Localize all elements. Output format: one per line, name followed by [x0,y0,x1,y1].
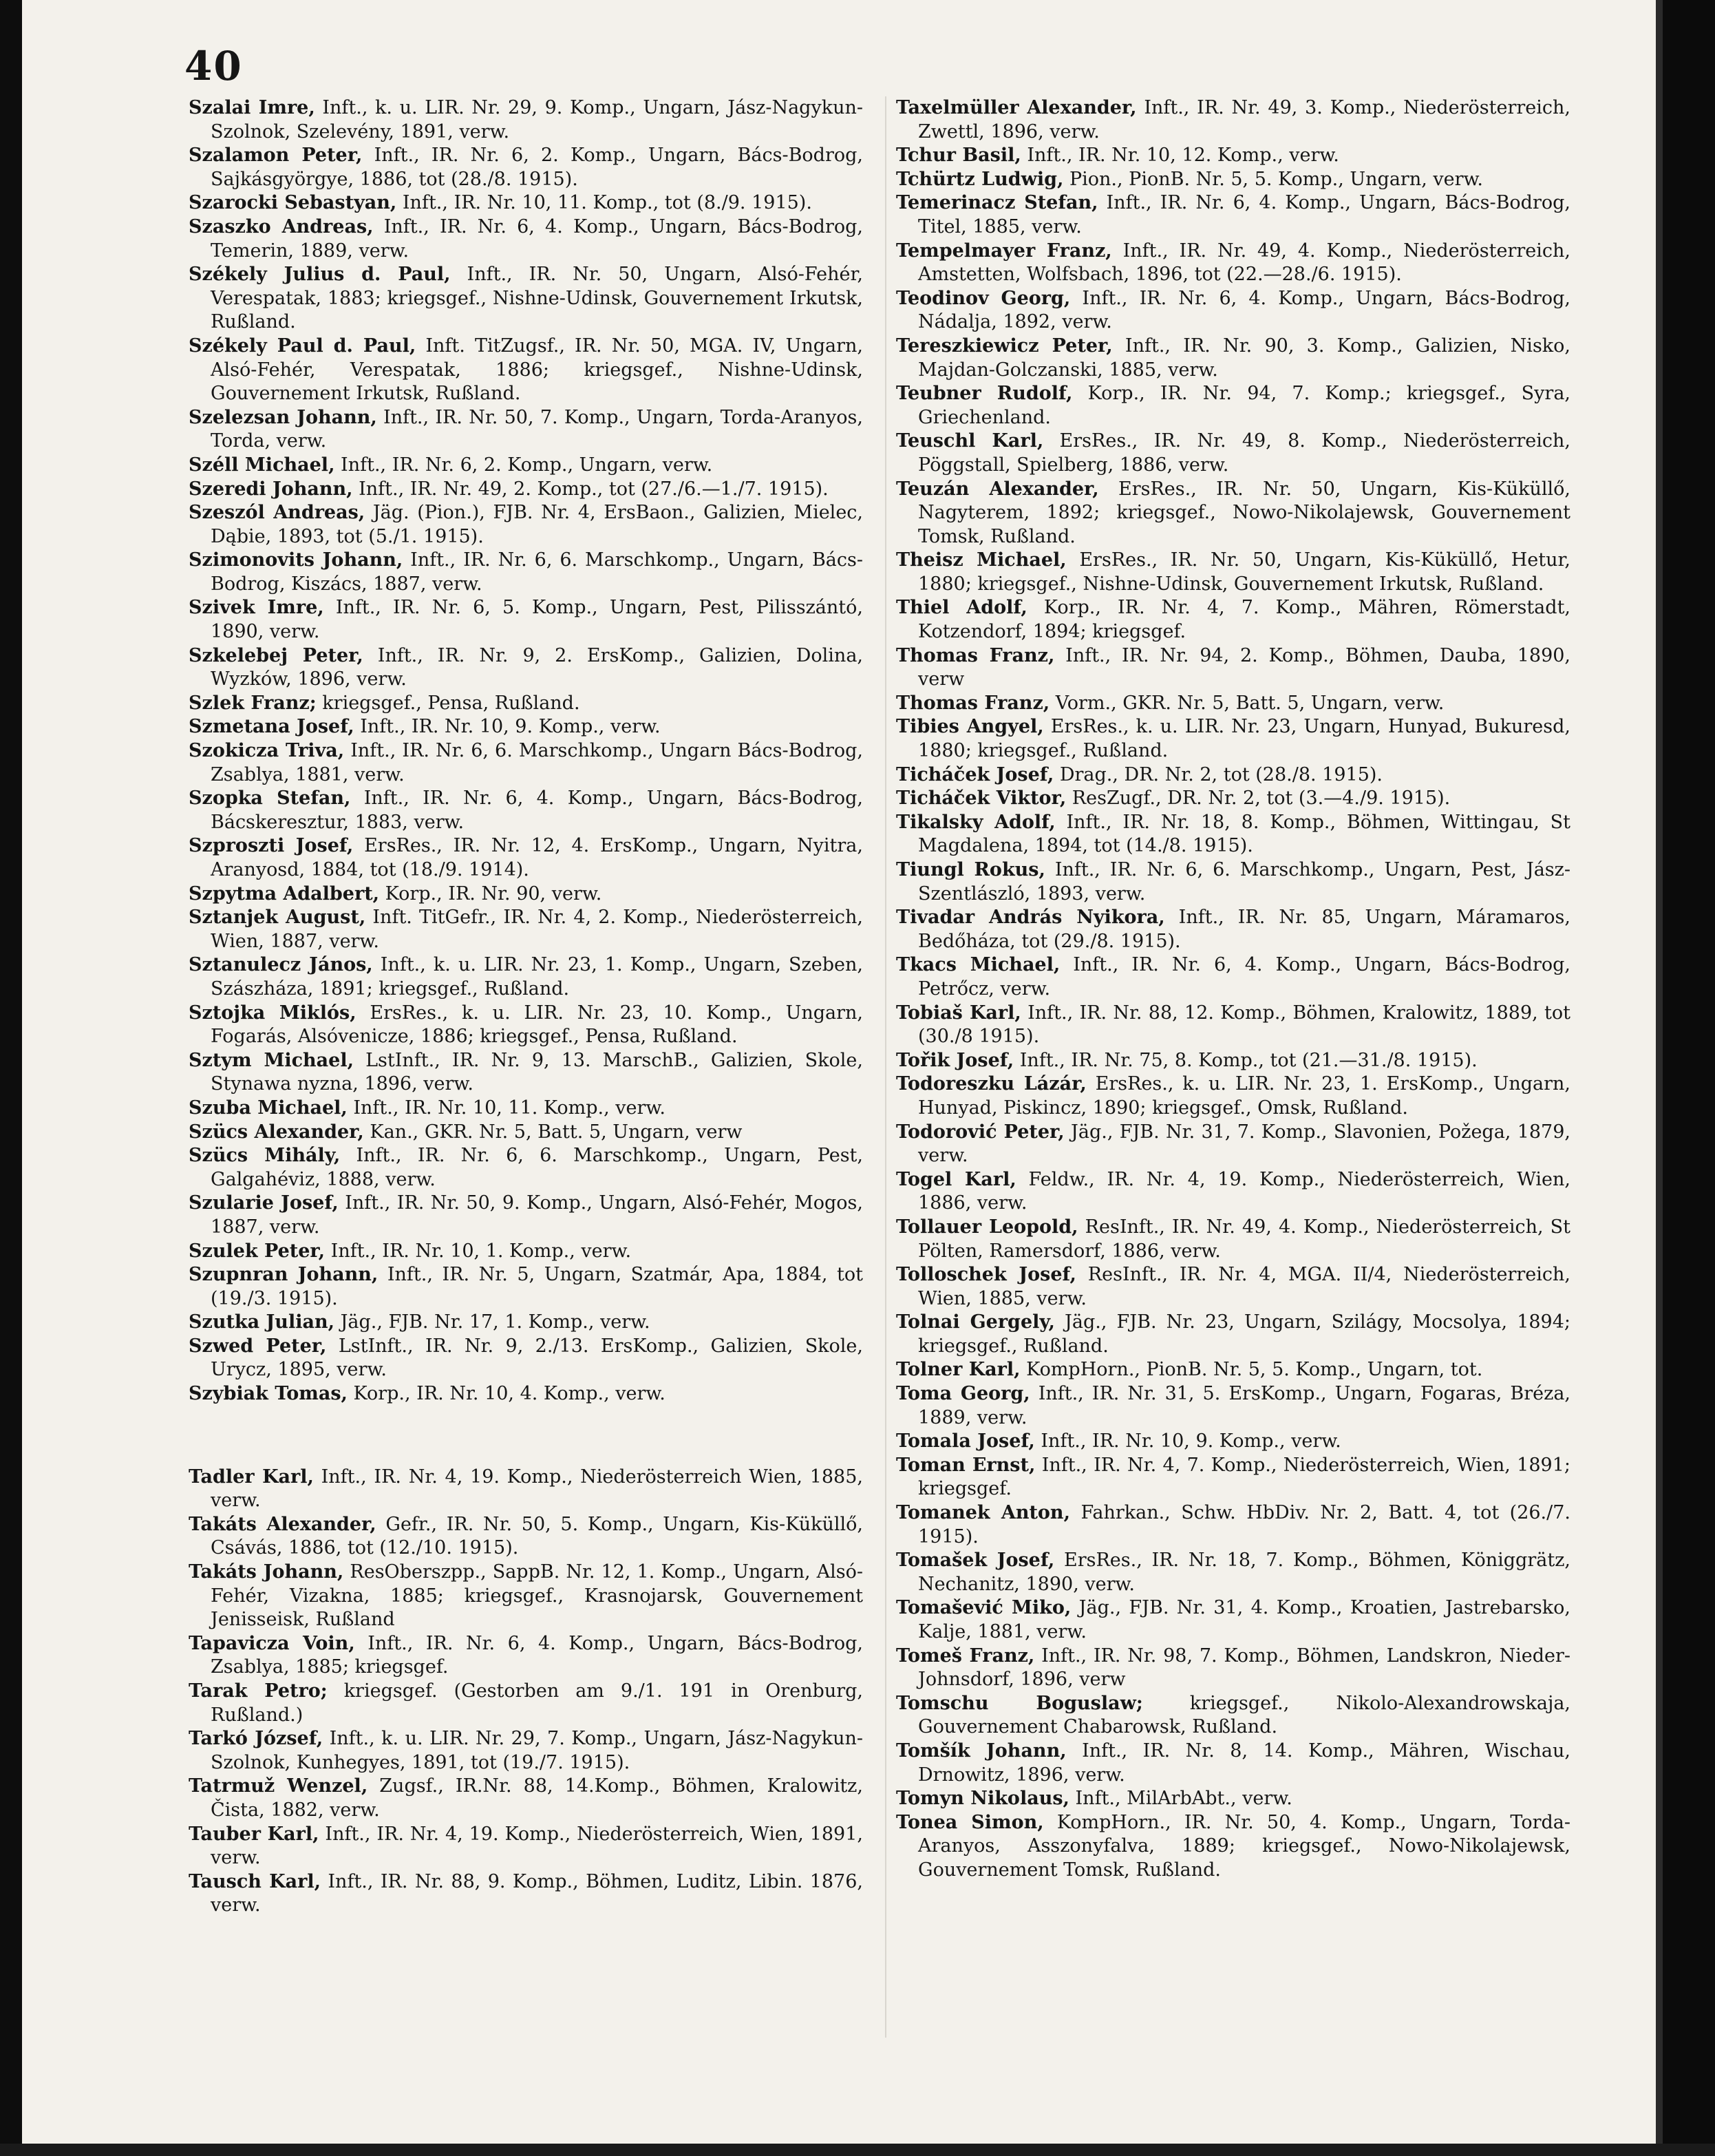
casualty-entry [896,1168,1570,1216]
entry-details: Inft., IR. Nr. 4, 7. Komp., Niederösterreich, Wien, 1891; kriegsgef. [918,1454,1570,1500]
entry-details: Inft., MilArbAbt., verw. [1069,1788,1292,1810]
entry-details: Jäg., FJB. Nr. 31, 7. Komp., Slavonien, Požega, 1879, verw. [918,1121,1570,1167]
entry-name: Todorović Peter, [896,1121,1065,1143]
casualty-entry [896,715,1570,763]
casualty-entry [189,1632,863,1680]
casualty-entry [189,144,863,191]
entry-details: ResInft., IR. Nr. 4, MGA. II/4, Niederösterreich, Wien, 1885, verw. [918,1264,1570,1309]
entry-details: Inft., IR. Nr. 4, 19. Komp., Niederösterreich Wien, 1885, verw. [211,1466,863,1512]
scan-shadow-right [1656,0,1663,2156]
entry-details: Inft., IR. Nr. 4, 19. Komp., Niederösterreich, Wien, 1891, verw. [211,1823,863,1869]
casualty-entry [189,406,863,454]
entry-details: ErsRes., k. u. LIR. Nr. 23, Ungarn, Hunyad, Bukuresd, 1880; kriegsgef., Rußland. [918,716,1570,762]
casualty-entry [189,1513,863,1561]
entry-details: Inft., IR. Nr. 10, 1. Komp., verw. [325,1240,632,1262]
casualty-entry [189,1466,863,1513]
entry-details: LstInft., IR. Nr. 9, 13. MarschB., Galizien, Skole, Stynawa nyzna, 1896, verw. [211,1049,863,1095]
scan-edge-bottom [0,2144,1715,2156]
casualty-entry [896,240,1570,287]
casualty-entry [896,1049,1570,1073]
entry-details: Inft. TitZugsf., IR. Nr. 50, MGA. IV, Ungarn, Alsó-Fehér, Verespatak, 1886; kriegsgef., Nishne-Udinsk, Gouvernement Irkutsk, Rußland. [211,335,863,405]
casualty-entry [896,1263,1570,1311]
page-number: 40 [184,43,243,89]
entry-details: Inft., IR. Nr. 6, 2. Komp., Ungarn, Bács-Bodrog, Sajkásgyörgye, 1886, tot (28./8. 1915). [211,145,863,190]
entry-name: Tomašević Miko, [896,1597,1072,1619]
entry-name: Theisz Michael, [896,549,1067,571]
entry-details: Inft. TitGefr., IR. Nr. 4, 2. Komp., Niederösterreich, Wien, 1887, verw. [211,907,863,952]
casualty-entry [896,1430,1570,1454]
entry-name: Szproszti Josef, [189,835,354,857]
entry-name: Tolner Karl, [896,1359,1021,1381]
entry-details: Inft., IR. Nr. 94, 2. Komp., Böhmen, Dauba, 1890, verw [918,644,1571,690]
entry-name: Tikalsky Adolf, [896,811,1056,833]
entry-name: Tolnai Gergely, [896,1311,1055,1333]
casualty-entry [896,168,1570,192]
casualty-entry [896,1692,1570,1740]
casualty-entry [896,692,1570,716]
entry-details: Feldw., IR. Nr. 4, 19. Komp., Niederösterreich, Wien, 1886, verw. [918,1168,1571,1214]
entry-name: Tarak Petro; [189,1680,328,1702]
entry-details: Korp., IR. Nr. 4, 7. Komp., Mähren, Römerstadt, Kotzendorf, 1894; kriegsgef. [918,597,1570,643]
entry-details: Zugsf., IR.Nr. 88, 14.Komp., Böhmen, Kralowitz, Čista, 1882, verw. [211,1775,863,1821]
entry-details: ErsRes., k. u. LIR. Nr. 23, 10. Komp., Ungarn, Fogarás, Alsóvenicze, 1886; kriegsgef., Pensa, Rußland. [211,1002,864,1048]
entry-name: Tausch Karl, [189,1870,321,1892]
entry-name: Szeredi Johann, [189,478,353,500]
casualty-entry [896,1811,1570,1883]
entries-group-t-right [896,96,1570,1883]
entry-details: Inft., IR. Nr. 49, 3. Komp., Niederösterreich, Zwettl, 1896, verw. [918,97,1571,142]
entry-name: Takáts Johann, [189,1561,344,1583]
entry-name: Tomyn Nikolaus, [896,1788,1069,1810]
casualty-entry [189,1192,863,1239]
entry-details: Inft., IR. Nr. 50, 7. Komp., Ungarn, Torda-Aranyos, Torda, verw. [211,406,863,452]
entries-group-t [189,1466,863,1918]
entry-details: Inft., k. u. LIR. Nr. 23, 1. Komp., Ungarn, Szeben, Szászháza, 1891; kriegsgef., Rußland. [211,954,863,1000]
entry-name: Thiel Adolf, [896,597,1027,619]
entry-name: Tollauer Leopold, [896,1216,1078,1238]
entry-name: Szivek Imre, [189,597,324,619]
entry-name: Tolloschek Josef, [896,1264,1076,1286]
entry-name: Temerinacz Stefan, [896,192,1098,214]
entry-details: Inft., IR. Nr. 5, Ungarn, Szatmár, Apa, 1884, tot (19./3. 1915). [211,1264,863,1309]
entry-name: Tapavicza Voin, [189,1632,355,1654]
entry-name: Tibies Angyel, [896,716,1044,738]
casualty-entry [189,1002,863,1049]
entry-name: Szuba Michael, [189,1097,348,1119]
entry-name: Sztym Michael, [189,1049,354,1071]
entry-details: Inft., IR. Nr. 6, 6. Marschkomp., Ungarn, Bács-Bodrog, Kiszács, 1887, verw. [211,549,863,595]
entry-details: Inft., IR. Nr. 50, Ungarn, Alsó-Fehér, Verespatak, 1883; kriegsgef., Nishne-Udinsk, Gouvernement Irkutsk, Rußland. [211,264,863,333]
casualty-entry [189,692,863,716]
entry-name: Székely Paul d. Paul, [189,335,416,357]
entry-details: Inft., IR. Nr. 49, 4. Komp., Niederösterreich, Amstetten, Wolfsbach, 1896, tot (22.—28./6. 1915). [918,240,1571,286]
casualty-entry [896,1596,1570,1644]
casualty-entry [189,715,863,739]
entry-name: Tivadar András Nyikora, [896,907,1165,929]
entry-name: Szalai Imre, [189,97,315,118]
casualty-entry [896,287,1570,335]
entry-name: Szutka Julian, [189,1311,334,1333]
scan-edge-right [1663,0,1715,2156]
casualty-entry [896,763,1570,788]
casualty-entry [189,1049,863,1097]
entry-name: Szücs Alexander, [189,1121,364,1143]
entry-details: Inft., IR. Nr. 98, 7. Komp., Böhmen, Landskron, Nieder-Johnsdorf, 1896, verw [918,1645,1570,1691]
casualty-entry [189,906,863,953]
entry-name: Széll Michael, [189,454,335,476]
entry-details: kriegsgef., Nikolo-Alexandrowskaja, Gouvernement Chabarowsk, Rußland. [918,1692,1570,1738]
entry-details: Inft., IR. Nr. 9, 2. ErsKomp., Galizien, Dolina, Wyzków, 1896, verw. [211,644,863,690]
casualty-entry [896,1645,1570,1692]
left-column [189,96,863,1918]
entry-details: Inft., IR. Nr. 10, 11. Komp., tot (8./9. 1915). [396,192,812,214]
entry-details: Inft., IR. Nr. 6, 6. Marschkomp., Ungarn, Pest, Galgahéviz, 1888, verw. [211,1145,863,1190]
casualty-entry [189,1263,863,1311]
entry-name: Sztojka Miklós, [189,1002,356,1024]
entry-details: Inft., IR. Nr. 6, 6. Marschkomp., Ungarn Bács-Bodrog, Zsablya, 1881, verw. [211,740,863,785]
right-column [896,96,1570,1883]
entries-group-sz [189,96,863,1406]
entry-details: kriegsgef. (Gestorben am 9./1. 191 in Orenburg, Rußland.) [211,1680,863,1726]
casualty-entry [189,191,863,215]
entry-name: Szelezsan Johann, [189,406,377,428]
entry-details: Drag., DR. Nr. 2, tot (28./8. 1915). [1054,763,1383,785]
casualty-entry [896,1358,1570,1382]
entry-details: Inft., IR. Nr. 10, 9. Komp., verw. [354,716,661,738]
casualty-entry [189,1240,863,1264]
entry-details: Korp., IR. Nr. 94, 7. Komp.; kriegsgef., Syra, Griechenland. [918,383,1570,428]
scan-edge-left [0,0,22,2156]
entry-name: Teodinov Georg, [896,287,1071,309]
entry-name: Szkelebej Peter, [189,644,363,666]
casualty-entry [896,1311,1570,1358]
casualty-entry [896,787,1570,811]
entry-name: Tomala Josef, [896,1430,1035,1452]
casualty-entry [896,549,1570,596]
entry-name: Tchur Basil, [896,145,1021,167]
entry-name: Tatrmuž Wenzel, [189,1775,368,1797]
casualty-entry [896,1549,1570,1596]
casualty-entry [189,478,863,502]
entry-details: KompHorn., IR. Nr. 50, 4. Komp., Ungarn, Torda-Aranyos, Asszonyfalva, 1889; kriegsgef., Nowo-Nikolajewsk, Gouvernement Tomsk, Rußland. [918,1811,1570,1881]
entry-name: Takáts Alexander, [189,1513,376,1535]
entry-name: Taxelmüller Alexander, [896,97,1137,118]
entry-details: Jäg. (Pion.), FJB. Nr. 4, ErsBaon., Galizien, Mielec, Dąbie, 1893, tot (5./1. 1915). [211,502,864,547]
entry-name: Tomanek Anton, [896,1502,1070,1524]
entry-name: Toman Ernst, [896,1454,1036,1476]
entry-details: Inft., IR. Nr. 6, 4. Komp., Ungarn, Bács-Bodrog, Bácskeresztur, 1883, verw. [211,788,864,833]
entry-name: Togel Karl, [896,1168,1016,1190]
casualty-entry [896,191,1570,239]
entry-details: Inft., IR. Nr. 75, 8. Komp., tot (21.—31./8. 1915). [1014,1049,1478,1071]
casualty-entry [189,1823,863,1870]
casualty-entry [189,953,863,1001]
entry-details: LstInft., IR. Nr. 9, 2./13. ErsKomp., Galizien, Skole, Urycz, 1895, verw. [211,1335,863,1381]
entry-details: ResInft., IR. Nr. 49, 4. Komp., Niederösterreich, St Pölten, Ramersdorf, 1886, verw. [918,1216,1570,1262]
casualty-entry [896,1002,1570,1049]
casualty-entry [896,644,1570,692]
casualty-entry [189,1311,863,1335]
casualty-entry [896,811,1570,858]
entry-details: Vorm., GKR. Nr. 5, Batt. 5, Ungarn, verw. [1050,692,1445,714]
casualty-entry [189,1097,863,1121]
entry-details: Korp., IR. Nr. 10, 4. Komp., verw. [347,1383,665,1405]
casualty-entry [896,335,1570,382]
entry-name: Thomas Franz, [896,644,1055,666]
entry-name: Ticháček Josef, [896,763,1054,785]
casualty-entry [896,1382,1570,1430]
casualty-entry [189,787,863,834]
entry-name: Thomas Franz, [896,692,1050,714]
entry-name: Tořik Josef, [896,1049,1014,1071]
entry-details: Inft., IR. Nr. 31, 5. ErsKomp., Ungarn, Fogaras, Bréza, 1889, verw. [918,1383,1571,1428]
casualty-entry [189,1121,863,1145]
entry-name: Tiungl Rokus, [896,859,1045,880]
entry-details: Inft., IR. Nr. 8, 14. Komp., Mähren, Wischau, Drnowitz, 1896, verw. [918,1740,1570,1786]
entry-details: Inft., k. u. LIR. Nr. 29, 7. Komp., Ungarn, Jász-Nagykun-Szolnok, Kunhegyes, 1891, tot (19./7. 1915). [211,1728,863,1773]
entry-details: Inft., IR. Nr. 6, 4. Komp., Ungarn, Bács-Bodrog, Temerin, 1889, verw. [211,215,863,262]
entry-details: Inft., IR. Nr. 6, 4. Komp., Ungarn, Bács-Bodrog, Zsablya, 1885; kriegsgef. [211,1632,863,1678]
entry-name: Tadler Karl, [189,1466,314,1488]
casualty-entry [896,1740,1570,1787]
entry-name: Szücs Mihály, [189,1145,341,1167]
entry-details: Inft., IR. Nr. 6, 4. Komp., Ungarn, Bács-Bodrog, Petrőcz, verw. [918,954,1570,1000]
casualty-entry [896,596,1570,644]
section-gap [189,1406,863,1466]
entry-details: Inft., IR. Nr. 6, 5. Komp., Ungarn, Pest, Pilisszántó, 1890, verw. [211,597,863,643]
entry-details: ErsRes., IR. Nr. 12, 4. ErsKomp., Ungarn, Nyitra, Aranyosd, 1884, tot (18./9. 1914). [211,835,863,880]
entry-details: Inft., IR. Nr. 6, 2. Komp., Ungarn, verw. [334,454,713,476]
entry-name: Tonea Simon, [896,1811,1044,1833]
entry-name: Tauber Karl, [189,1823,319,1845]
entry-name: Székely Julius d. Paul, [189,264,451,286]
entry-details: ResZugf., DR. Nr. 2, tot (3.—4./9. 1915). [1066,788,1451,810]
entry-name: Szmetana Josef, [189,716,354,738]
entry-name: Tobiaš Karl, [896,1002,1021,1024]
entry-details: Fahrkan., Schw. HbDiv. Nr. 2, Batt. 4, tot (26./7. 1915). [918,1502,1570,1547]
entry-name: Tomšík Johann, [896,1740,1067,1762]
entry-name: Sztanulecz János, [189,954,373,976]
casualty-entry [896,478,1570,549]
casualty-entry [896,382,1570,430]
casualty-entry [896,1072,1570,1120]
entry-details: Inft., IR. Nr. 6, 4. Komp., Ungarn, Bács-Bodrog, Titel, 1885, verw. [918,192,1570,237]
casualty-entry [189,335,863,406]
entry-details: Korp., IR. Nr. 90, verw. [379,883,602,905]
entry-name: Szimonovits Johann, [189,549,403,571]
entry-name: Tomašek Josef, [896,1550,1055,1572]
entry-details: Inft., IR. Nr. 50, 9. Komp., Ungarn, Alsó-Fehér, Mogos, 1887, verw. [211,1192,863,1238]
casualty-entry [896,1216,1570,1263]
casualty-entry [189,883,863,907]
entry-name: Szaszko Andreas, [189,215,374,237]
entry-details: Inft., IR. Nr. 88, 12. Komp., Böhmen, Kralowitz, 1889, tot (30./8 1915). [918,1002,1570,1048]
entry-name: Tchürtz Ludwig, [896,168,1064,190]
casualty-entry [896,1454,1570,1501]
entry-name: Szpytma Adalbert, [189,883,380,905]
entry-name: Tereszkiewicz Peter, [896,335,1113,357]
casualty-entry [896,144,1570,168]
entry-details: Inft., IR. Nr. 49, 2. Komp., tot (27./6.—1./7. 1915). [352,478,829,500]
casualty-entry [896,1121,1570,1168]
entry-details: ResOberszpp., SappB. Nr. 12, 1. Komp., Ungarn, Alsó-Fehér, Vizakna, 1885; kriegsgef., Krasnojarsk, Gouvernement Jenisseisk, Rußland [211,1561,863,1631]
column-divider [885,96,886,2038]
entry-name: Szularie Josef, [189,1192,339,1214]
casualty-entry [189,596,863,644]
entry-name: Todoreszku Lázár, [896,1073,1087,1095]
casualty-entry [896,906,1570,953]
entry-details: ErsRes., IR. Nr. 18, 7. Komp., Böhmen, Königgrätz, Nechanitz, 1890, verw. [918,1550,1570,1595]
entry-name: Toma Georg, [896,1383,1030,1405]
casualty-entry [189,1680,863,1727]
entry-name: Szopka Stefan, [189,788,351,810]
entry-details: kriegsgef., Pensa, Rußland. [316,692,580,714]
entry-details: Gefr., IR. Nr. 50, 5. Komp., Ungarn, Kis-Küküllő, Csávás, 1886, tot (12./10. 1915). [211,1513,863,1559]
entry-details: ErsRes., IR. Nr. 50, Ungarn, Kis-Küküllő, Nagyterem, 1892; kriegsgef., Nowo-Nikolajewsk, Gouvernement Tomsk, Rußland. [918,478,1570,547]
entry-name: Szarocki Sebastyan, [189,192,397,214]
casualty-entry [896,1787,1570,1811]
casualty-entry [896,1501,1570,1549]
entry-details: Inft., k. u. LIR. Nr. 29, 9. Komp., Ungarn, Jász-Nagykun-Szolnok, Szelevény, 1891, verw. [211,97,863,142]
entry-name: Tkacs Michael, [896,954,1061,976]
entry-name: Teubner Rudolf, [896,383,1073,405]
entry-name: Teuschl Karl, [896,430,1044,452]
entry-details: KompHorn., PionB. Nr. 5, 5. Komp., Ungarn, tot. [1020,1359,1483,1381]
casualty-entry [189,739,863,787]
entry-name: Ticháček Viktor, [896,788,1067,810]
entry-details: Inft., IR. Nr. 18, 8. Komp., Böhmen, Wittingau, St Magdalena, 1894, tot (14./8. 1915). [918,811,1570,857]
entry-details: Inft., IR. Nr. 90, 3. Komp., Galizien, Nisko, Majdan-Golczanski, 1885, verw. [918,335,1570,381]
entry-details: Inft., IR. Nr. 10, 11. Komp., verw. [347,1097,665,1119]
casualty-entry [189,1727,863,1775]
casualty-entry [896,96,1570,144]
entry-details: ErsRes., IR. Nr. 50, Ungarn, Kis-Küküllő, Hetur, 1880; kriegsgef., Nishne-Udinsk, Gouvernement Irkutsk, Rußland. [918,549,1570,595]
casualty-entry [896,953,1570,1001]
entry-details: Inft., IR. Nr. 6, 6. Marschkomp., Ungarn, Pest, Jász-Szentlászló, 1893, verw. [918,859,1570,905]
entry-details: Inft., IR. Nr. 85, Ungarn, Máramaros, Bedőháza, tot (29./8. 1915). [918,907,1570,952]
entry-name: Szulek Peter, [189,1240,326,1262]
entry-name: Tempelmayer Franz, [896,240,1112,262]
casualty-entry [189,1561,863,1632]
casualty-entry [189,263,863,335]
casualty-entry [189,454,863,478]
entry-details: Jäg., FJB. Nr. 31, 4. Komp., Kroatien, Jastrebarsko, Kalje, 1881, verw. [918,1597,1570,1642]
casualty-entry [189,549,863,596]
casualty-entry [189,1144,863,1192]
casualty-entry [189,644,863,692]
entry-details: ErsRes., k. u. LIR. Nr. 23, 1. ErsKomp., Ungarn, Hunyad, Piskincz, 1890; kriegsgef., Omsk, Rußland. [918,1073,1571,1119]
entry-name: Szybiak Tomas, [189,1383,348,1405]
entry-details: Inft., IR. Nr. 10, 12. Komp., verw. [1021,145,1339,167]
entry-details: Jäg., FJB. Nr. 23, Ungarn, Szilágy, Mocsolya, 1894; kriegsgef., Rußland. [918,1311,1570,1357]
entry-details: Inft., IR. Nr. 88, 9. Komp., Böhmen, Luditz, Libin. 1876, verw. [211,1870,863,1916]
casualty-entry [189,1335,863,1382]
entry-details: Kan., GKR. Nr. 5, Batt. 5, Ungarn, verw [363,1121,743,1143]
casualty-entry [189,501,863,549]
casualty-entry [189,834,863,882]
casualty-entry [189,1775,863,1822]
entry-details: Jäg., FJB. Nr. 17, 1. Komp., verw. [334,1311,650,1333]
entry-name: Teuzán Alexander, [896,478,1099,500]
entry-name: Szlek Franz; [189,692,317,714]
entry-name: Szwed Peter, [189,1335,327,1357]
entry-name: Tarkó József, [189,1728,323,1750]
entry-name: Szupnran Johann, [189,1264,379,1286]
casualty-entry [896,858,1570,906]
casualty-entry [189,215,863,263]
entry-details: Inft., IR. Nr. 6, 4. Komp., Ungarn, Bács-Bodrog, Nádalja, 1892, verw. [918,287,1570,333]
casualty-entry [189,1870,863,1918]
entry-name: Szalamon Peter, [189,145,363,167]
entry-name: Szeszól Andreas, [189,502,365,524]
casualty-entry [189,96,863,144]
entry-details: Inft., IR. Nr. 10, 9. Komp., verw. [1034,1430,1341,1452]
entry-details: Pion., PionB. Nr. 5, 5. Komp., Ungarn, verw. [1063,168,1484,190]
entry-details: ErsRes., IR. Nr. 49, 8. Komp., Niederösterreich, Pöggstall, Spielberg, 1886, verw. [918,430,1570,476]
entry-name: Tomschu Boguslaw; [896,1692,1143,1714]
entry-name: Tomeš Franz, [896,1645,1035,1667]
casualty-entry [896,430,1570,477]
entry-name: Sztanjek August, [189,907,366,929]
casualty-entry [189,1382,863,1406]
entry-name: Szokicza Triva, [189,740,345,762]
